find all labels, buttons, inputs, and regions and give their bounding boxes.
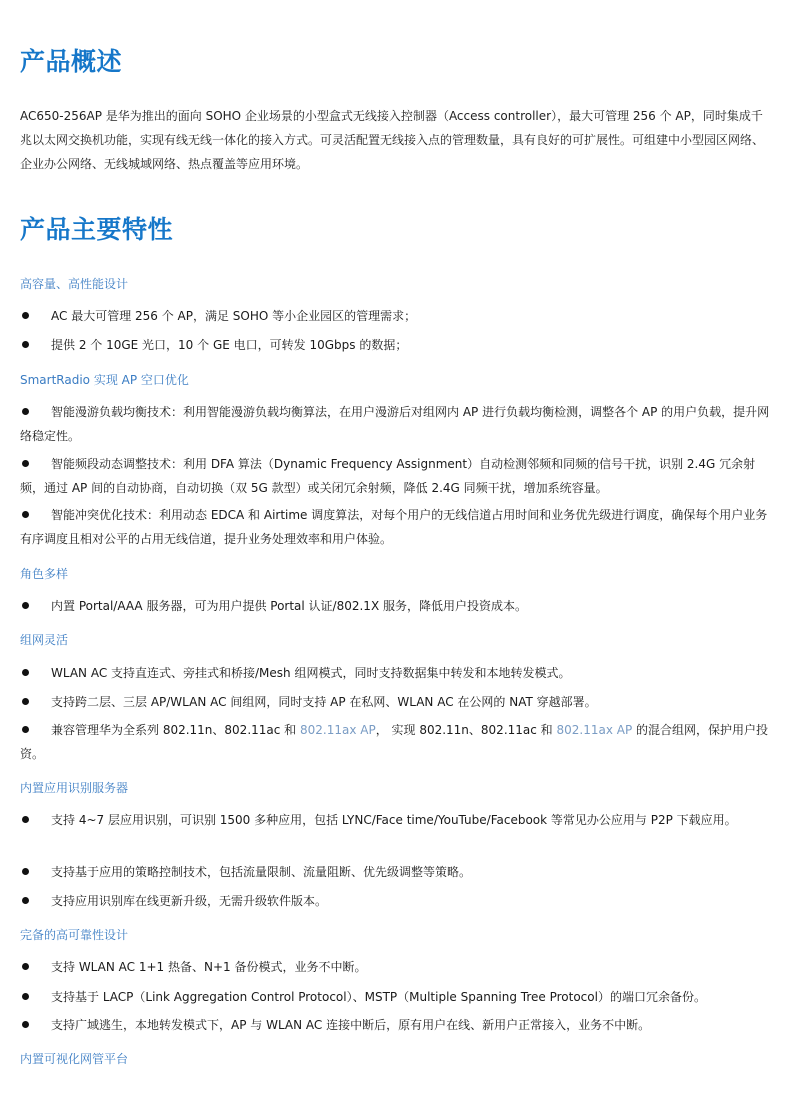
- bullet-icon: [22, 993, 29, 1000]
- list-item: 智能漫游负载均衡技术：利用智能漫游负载均衡算法，在用户漫游后对组网内 AP 进行负载均衡检测，调整各个 AP 的用户负载，提升网络稳定性。: [20, 405, 770, 443]
- list-item: 智能冲突优化技术：利用动态 EDCA 和 Airtime 调度算法，对每个用户的无线信道占用时间和业务优先级进行调度，确保每个用户业务有序调度且相对公平的占用无线信道，提升业务处理效率和用户体验。: [20, 508, 768, 546]
- overview-paragraph: AC650-256AP 是华为推出的面向 SOHO 企业场景的小型盒式无线接入控制器（Access controller），最大可管理 256 个 AP，同时集成千兆以太网交换机功能，实现有线无线一体化的接入方式。可灵活配置无线接入点的管理数量，具有良好的可扩展性。可组建中小型园区网络、企业办公网络、无线城域网络、热点覆盖等应用环境。: [20, 109, 765, 171]
- bullet-icon: [22, 698, 29, 705]
- bullet-icon: [22, 816, 29, 823]
- list-item: 支持应用识别库在线更新升级，无需升级软件版本。: [20, 889, 772, 913]
- list-item: 兼容管理华为全系列 802.11n、802.11ac 和 802.11ax AP， 实现 802.11n、802.11ac 和 802.11ax AP 的混合组网，保护用户投资。: [20, 723, 769, 761]
- bullet-icon: [22, 312, 29, 319]
- list-item: 支持广域逃生，本地转发模式下，AP 与 WLAN AC 连接中断后，原有用户在线、新用户正常接入，业务不中断。: [20, 1013, 772, 1037]
- feature-group-title-reliability: 完备的高可靠性设计: [20, 928, 129, 942]
- list-item: 提供 2 个 10GE 光口，10 个 GE 电口，可转发 10Gbps 的数据；: [20, 333, 772, 357]
- list-item: 支持跨二层、三层 AP/WLAN AC 间组网，同时支持 AP 在私网、WLAN AC 在公网的 NAT 穿越部署。: [20, 690, 772, 714]
- overview-heading: 产品概述: [20, 47, 123, 76]
- bullet-icon: [22, 726, 29, 733]
- feature-group-title-networking: 组网灵活: [20, 633, 69, 647]
- feature-group-title-smartradio: SmartRadio 实现 AP 空口优化: [20, 373, 189, 387]
- bullet-icon: [22, 408, 29, 415]
- list-item: 智能频段动态调整技术：利用 DFA 算法（Dynamic Frequency Assignment）自动检测邻频和同频的信号干扰，识别 2.4G 冗余射频，通过 AP 间的自动协商，自动切换（双 5G 款型）或关闭冗余射频，降低 2.4G 同频干扰，增加系统容量。: [20, 457, 756, 495]
- list-item: 内置 Portal/AAA 服务器，可为用户提供 Portal 认证/802.1X 服务，降低用户投资成本。: [20, 594, 772, 618]
- bullet-icon: [22, 602, 29, 609]
- feature-group-title-capacity: 高容量、高性能设计: [20, 277, 129, 291]
- bullet-icon: [22, 897, 29, 904]
- feature-group-title-app-recognition: 内置应用识别服务器: [20, 781, 129, 795]
- bullet-icon: [22, 868, 29, 875]
- feature-group-title-visual-nms: 内置可视化网管平台: [20, 1052, 129, 1066]
- list-item: 支持基于 LACP（Link Aggregation Control Protocol）、MSTP（Multiple Spanning Tree Protocol）的端口冗余备份。: [20, 985, 772, 1009]
- list-item: 支持 WLAN AC 1+1 热备、N+1 备份模式，业务不中断。: [20, 955, 772, 979]
- features-heading: 产品主要特性: [20, 215, 174, 244]
- bullet-icon: [22, 341, 29, 348]
- list-item: 支持基于应用的策略控制技术，包括流量限制、流量阻断、优先级调整等策略。: [20, 860, 772, 884]
- list-item: 支持 4~7 层应用识别，可识别 1500 多种应用，包括 LYNC/Face time/YouTube/Facebook 等常见办公应用与 P2P 下载应用。: [20, 808, 772, 832]
- list-item: AC 最大可管理 256 个 AP，满足 SOHO 等小企业园区的管理需求；: [20, 304, 772, 328]
- feature-group-title-roles: 角色多样: [20, 567, 69, 581]
- list-item: WLAN AC 支持直连式、旁挂式和桥接/Mesh 组网模式，同时支持数据集中转发和本地转发模式。: [20, 661, 772, 685]
- bullet-icon: [22, 511, 29, 518]
- bullet-icon: [22, 1021, 29, 1028]
- bullet-icon: [22, 460, 29, 467]
- bullet-icon: [22, 963, 29, 970]
- bullet-icon: [22, 669, 29, 676]
